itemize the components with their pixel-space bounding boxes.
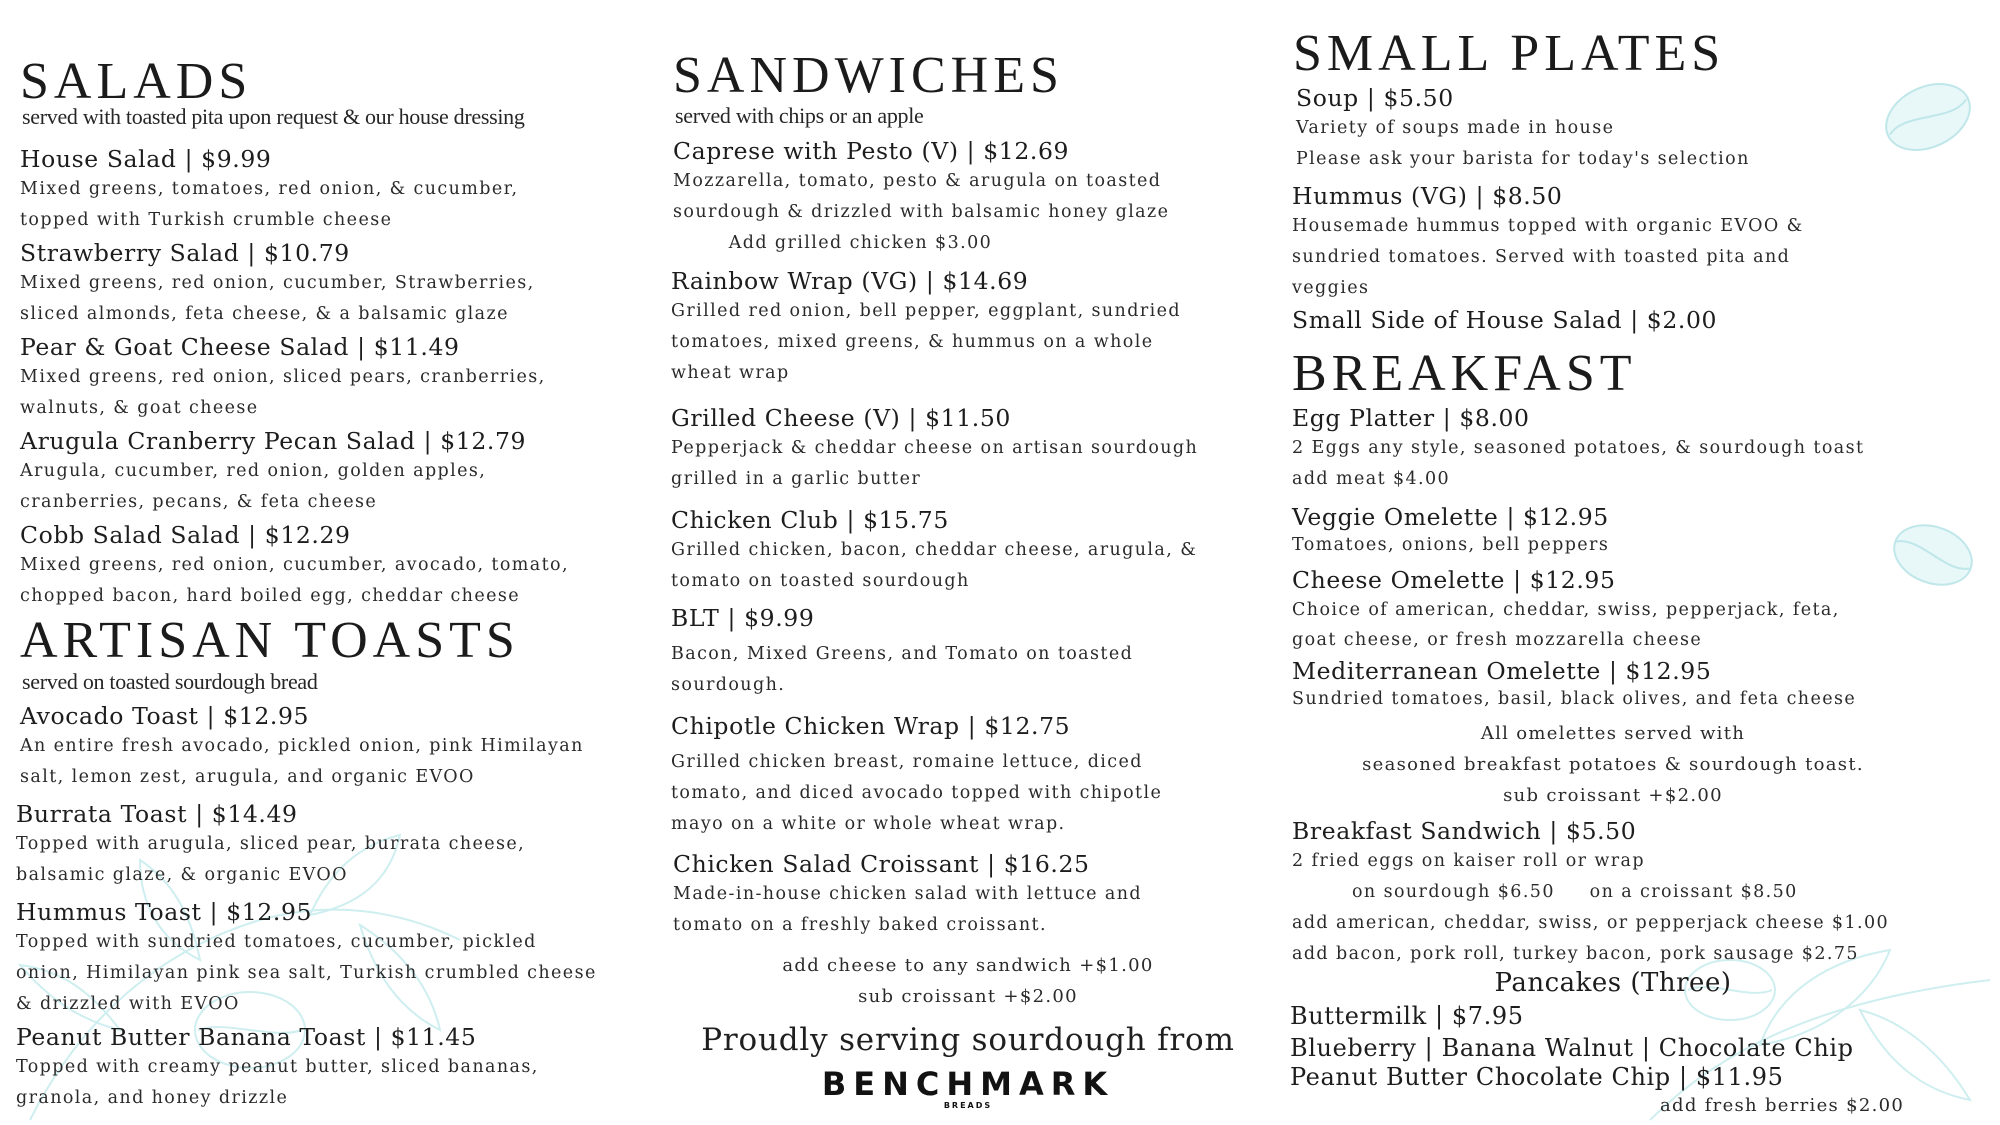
item-desc: Topped with arugula, sliced pear, burrata cheese, [16,834,526,854]
omelette-note-line: sub croissant +$2.00 [1503,785,1723,806]
sandwiches-subtitle: served with chips or an apple [675,103,924,128]
proudly-serving-text: Proudly serving sourdough from [701,1022,1235,1058]
item-desc: goat cheese, or fresh mozzarella cheese [1292,630,1703,650]
item-desc: on sourdough $6.50 on a croissant $8.50 [1352,882,1798,902]
pancake-line: Buttermilk | $7.95 [1290,1002,1524,1030]
menu-item [16,1022,660,1114]
item-name: Rainbow Wrap (VG) | $14.69 [671,267,1029,295]
menu-item [671,403,1283,495]
menu-item [20,426,660,518]
item-name: Pear & Goat Cheese Salad | $11.49 [20,333,460,361]
item-name: Chicken Salad Croissant | $16.25 [673,850,1090,878]
item-desc: Grilled chicken breast, romaine lettuce, diced [671,752,1143,772]
section-title-salads: SALADS [20,53,253,110]
item-name: Chicken Club | $15.75 [671,506,949,534]
menu-item [1292,181,1978,304]
item-name: Burrata Toast | $14.49 [16,800,298,828]
item-desc: Choice of american, cheddar, swiss, pepperjack, feta, [1292,600,1840,620]
menu-item [673,136,1283,259]
item-desc: Arugula, cucumber, red onion, golden apples, [20,461,487,481]
item-desc: & drizzled with EVOO [16,994,240,1014]
item-desc: Topped with sundried tomatoes, cucumber, pickled [16,932,537,952]
benchmark-logo-sub: BREADS [943,1101,993,1110]
item-desc: Made-in-house chicken salad with lettuce and [673,884,1143,904]
toasts-subtitle: served on toasted sourdough bread [22,669,318,694]
item-name: Egg Platter | $8.00 [1292,404,1530,432]
item-name: Avocado Toast | $12.95 [20,702,310,730]
item-name: House Salad | $9.99 [20,145,272,173]
pancake-line: Peanut Butter Chocolate Chip | $11.95 [1290,1063,1784,1091]
item-desc: veggies [1292,278,1370,298]
benchmark-logo: BENCHMARK [821,1065,1115,1103]
item-desc: wheat wrap [671,363,790,383]
menu-item [1292,656,1978,712]
item-name: Small Side of House Salad | $2.00 [1292,306,1718,334]
item-desc: 2 fried eggs on kaiser roll or wrap [1292,851,1645,871]
item-desc: Mixed greens, red onion, sliced pears, cranberries, [20,367,546,387]
omelette-note-line: All omelettes served with [1480,723,1746,744]
item-desc: tomato, and diced avocado topped with chipotle [671,783,1163,803]
item-desc: Grilled chicken, bacon, cheddar cheese, arugula, & [671,540,1198,560]
menu-item [1292,502,1978,558]
item-desc: Bacon, Mixed Greens, and Tomato on toasted [671,644,1134,664]
item-desc: 2 Eggs any style, seasoned potatoes, & sourdough toast [1292,438,1865,458]
item-desc: grilled in a garlic butter [671,469,922,489]
item-desc: balsamic glaze, & organic EVOO [16,865,348,885]
section-title-small-plates: SMALL PLATES [1293,25,1726,82]
item-desc: tomato on toasted sourdough [671,571,970,591]
item-desc: Mixed greens, red onion, cucumber, Strawberries, [20,273,535,293]
item-desc: Pepperjack & cheddar cheese on artisan sourdough [671,438,1199,458]
item-desc: chopped bacon, hard boiled egg, cheddar cheese [20,586,520,606]
item-name: Hummus (VG) | $8.50 [1292,182,1563,210]
menu-item [671,603,1283,701]
item-name: Strawberry Salad | $10.79 [20,239,350,267]
item-desc: Mixed greens, tomatoes, red onion, & cucumber, [20,179,519,199]
item-name: Peanut Butter Banana Toast | $11.45 [16,1023,477,1051]
item-desc: add meat $4.00 [1292,469,1451,489]
item-desc: add american, cheddar, swiss, or pepperjack cheese $1.00 [1292,913,1890,933]
menu-item [20,238,660,330]
menu-item [1292,565,1978,655]
omelette-note [1288,718,1938,811]
menu-item [20,144,660,236]
item-desc: add bacon, pork roll, turkey bacon, pork sausage $2.75 [1292,944,1859,964]
item-name: Soup | $5.50 [1296,84,1454,112]
item-desc: granola, and honey drizzle [16,1088,289,1108]
item-desc: topped with Turkish crumble cheese [20,210,393,230]
item-desc: Grilled red onion, bell pepper, eggplant, sundried [671,301,1181,321]
item-desc: tomatoes, mixed greens, & hummus on a whole [671,332,1154,352]
section-title-artisan-toasts: ARTISAN TOASTS [20,612,520,669]
addon-note: add cheese to any sandwich +$1.00 [782,955,1154,976]
item-desc: tomato on a freshly baked croissant. [673,915,1047,935]
menu-item [16,897,660,1020]
item-name: Hummus Toast | $12.95 [16,898,313,926]
item-desc: Sundried tomatoes, basil, black olives, and feta cheese [1292,689,1857,709]
item-name: Mediterranean Omelette | $12.95 [1292,657,1712,685]
menu-item [1296,83,1978,175]
item-name: Arugula Cranberry Pecan Salad | $12.79 [20,427,527,455]
pancakes-title: Pancakes (Three) [1494,968,1732,998]
pancake-addon: add fresh berries $2.00 [1660,1095,1905,1116]
item-name: Cobb Salad Salad | $12.29 [20,521,351,549]
salads-subtitle: served with toasted pita upon request & our house dressing [22,104,525,129]
sandwich-addons [653,950,1283,1012]
item-name: Grilled Cheese (V) | $11.50 [671,404,1011,432]
menu-item [1292,305,1978,335]
item-desc: Add grilled chicken $3.00 [673,233,993,253]
menu-item [20,332,660,424]
menu-item [16,799,660,891]
item-desc: sundried tomatoes. Served with toasted pita and [1292,247,1791,267]
item-desc: mayo on a white or whole wheat wrap. [671,814,1066,834]
item-name: BLT | $9.99 [671,604,815,632]
item-desc: Housemade hummus topped with organic EVOO & [1292,216,1804,236]
item-name: Chipotle Chicken Wrap | $12.75 [671,712,1071,740]
menu-item [20,520,660,612]
omelette-note-line: seasoned breakfast potatoes & sourdough toast. [1362,754,1864,775]
item-name: Veggie Omelette | $12.95 [1292,503,1609,531]
item-desc: Tomatoes, onions, bell peppers [1292,535,1610,555]
menu-item [671,505,1283,597]
item-name: Caprese with Pesto (V) | $12.69 [673,137,1070,165]
addon-note: sub croissant +$2.00 [858,986,1078,1007]
menu-item [1292,403,1978,495]
section-title-sandwiches: SANDWICHES [673,47,1064,104]
menu-item [20,701,660,793]
item-desc: Mozzarella, tomato, pesto & arugula on toasted [673,171,1162,191]
item-name: Cheese Omelette | $12.95 [1292,566,1616,594]
item-desc: Variety of soups made in house [1296,118,1615,138]
item-desc: Please ask your barista for today's selection [1296,149,1750,169]
item-desc: cranberries, pecans, & feta cheese [20,492,378,512]
item-desc: sourdough & drizzled with balsamic honey glaze [673,202,1170,222]
pancake-line: Blueberry | Banana Walnut | Chocolate Chip [1290,1034,1854,1062]
item-desc: Mixed greens, red onion, cucumber, avocado, tomato, [20,555,569,575]
item-desc: Topped with creamy peanut butter, sliced bananas, [16,1057,539,1077]
menu-item [671,266,1283,389]
item-name: Breakfast Sandwich | $5.50 [1292,817,1637,845]
item-desc: onion, Himilayan pink sea salt, Turkish crumbled cheese [16,963,597,983]
menu-item [673,849,1283,941]
menu-item [1292,816,1978,970]
item-desc: sliced almonds, feta cheese, & a balsamic glaze [20,304,509,324]
item-desc: An entire fresh avocado, pickled onion, pink Himilayan [20,736,584,756]
section-title-breakfast: BREAKFAST [1292,345,1637,402]
menu-item [671,711,1283,840]
item-desc: salt, lemon zest, arugula, and organic EVOO [20,767,475,787]
item-desc: walnuts, & goat cheese [20,398,259,418]
item-desc: sourdough. [671,675,786,695]
